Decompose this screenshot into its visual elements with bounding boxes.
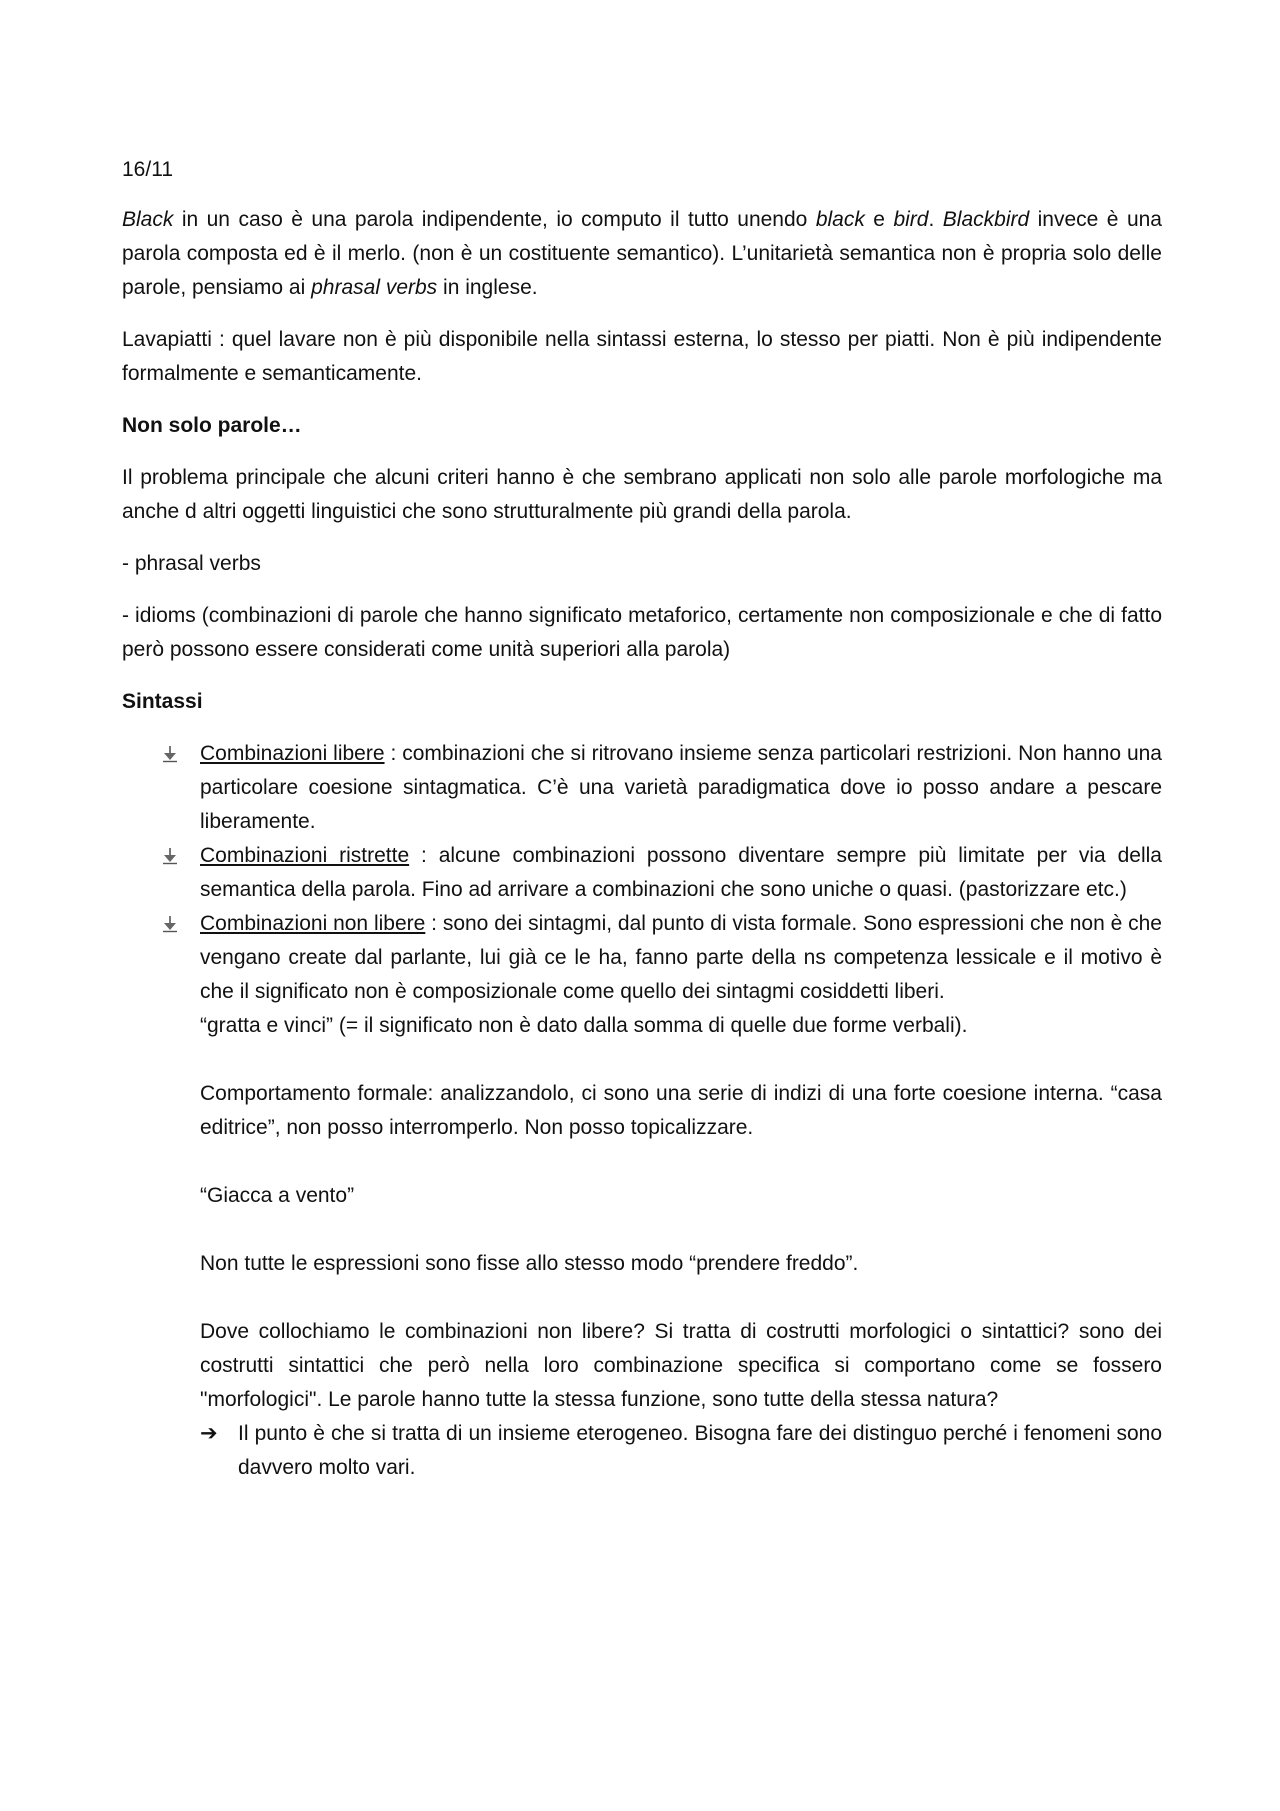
date: 16/11 <box>122 158 173 181</box>
term-combinazioni-ristrette: Combinazioni ristrette <box>200 844 410 867</box>
list-item-combinazioni-ristrette: Combinazioni ristrette : alcune combinazioni possono diventare sempre più limitate per via della semantica della parola. Fino ad arrivare a combinazioni che sono uniche o quasi. (pastorizzare etc.) <box>122 839 1162 907</box>
paragraph-dove-collochiamo: Dove collochiamo le combinazioni non libere? Si tratta di costrutti morfologici o sintattici? sono dei costrutti sintattici che però nella loro combinazione specifica si comportano come se fossero "morfologici". Le parole hanno tutte la stessa funzione, sono tutte della stessa natura? <box>200 1320 1162 1411</box>
document-body <box>122 153 1162 1503</box>
paragraph-problema: Il problema principale che alcuni criteri hanno è che sembrano applicati non solo alle parole morfologiche ma anche d altri oggetti linguistici che sono strutturalmente più grandi della parola. <box>122 466 1162 523</box>
paragraph-blackbird: Black in un caso è una parola indipendente, io computo il tutto unendo black e bird. Blackbird invece è una parola composta ed è il merlo. (non è un costituente semantico). L’unitarietà semantica non è propria solo delle parole, pensiamo ai phrasal verbs in inglese. <box>122 208 1162 299</box>
paragraph-comportamento-formale: Comportamento formale: analizzandolo, ci sono una serie di indizi di una forte coesione interna. “casa editrice”, non posso interromperlo. Non posso topicalizzare. <box>200 1082 1162 1139</box>
paragraph-lavapiatti: Lavapiatti : quel lavare non è più disponibile nella sintassi esterna, lo stesso per piatti. Non è più indipendente formalmente e semanticamente. <box>122 328 1162 385</box>
term-combinazioni-libere: Combinazioni libere <box>200 742 385 765</box>
example-gratta-e-vinci: “gratta e vinci” (= il significato non è dato dalla somma di quelle due forme verbali). <box>200 1014 968 1037</box>
list-item-combinazioni-libere: Combinazioni libere : combinazioni che si ritrovano insieme senza particolari restrizioni. Non hanno una particolare coesione sintagmatica. C’è una varietà paradigmatica dove io posso andare a pescare liberamente. <box>122 737 1162 839</box>
down-arrow-bullet-icon <box>162 745 178 763</box>
paragraph-prendere-freddo: Non tutte le espressioni sono fisse allo stesso modo “prendere freddo”. <box>200 1252 859 1275</box>
down-arrow-bullet-icon <box>162 847 178 865</box>
paragraph-idioms: - idioms (combinazioni di parole che hanno significato metaforico, certamente non composizionale e che di fatto però possono essere considerati come unità superiori alla parola) <box>122 604 1162 661</box>
term-black: Black <box>122 208 174 231</box>
heading-non-solo-parole: Non solo parole… <box>122 414 302 437</box>
term-combinazioni-non-libere: Combinazioni non libere <box>200 912 426 935</box>
example-giacca-a-vento: “Giacca a vento” <box>200 1184 355 1207</box>
combinazioni-list <box>122 737 1162 1417</box>
heading-sintassi: Sintassi <box>122 690 203 713</box>
right-arrow-icon: ➔ <box>200 1422 218 1445</box>
down-arrow-bullet-icon <box>162 915 178 933</box>
arrow-conclusion: ➔ Il punto è che si tratta di un insieme eterogeneo. Bisogna fare dei distinguo perché i fenomeni sono davvero molto vari. <box>122 1417 1162 1485</box>
list-item-combinazioni-non-libere: Combinazioni non libere : sono dei sintagmi, dal punto di vista formale. Sono espressioni che non è che vengano create dal parlante, lui già ce le ha, fanno parte della ns competenza lessicale e il motivo è che il significato non è composizionale come quello dei sintagmi cosiddetti liberi. “gratta e vinci” (= il significato non è dato dalla somma di quelle due forme verbali). Comportamento formale: analizzandolo, ci sono una serie di indizi di una forte coesione interna. “casa editrice”, non posso interromperlo. Non posso topicalizzare. “Giacca a vento” Non tutte le espressioni sono fisse allo stesso modo “prendere freddo”. Dove collochiamo le combinazioni non libere? Si tratta di costrutti morfologici o sintattici? sono dei costrutti sintattici che però nella loro combinazione specifica si comportano come se fossero "morfologici". Le parole hanno tutte la stessa funzione, sono tutte della stessa natura? <box>122 907 1162 1417</box>
paragraph-phrasal-verbs: - phrasal verbs <box>122 552 261 575</box>
